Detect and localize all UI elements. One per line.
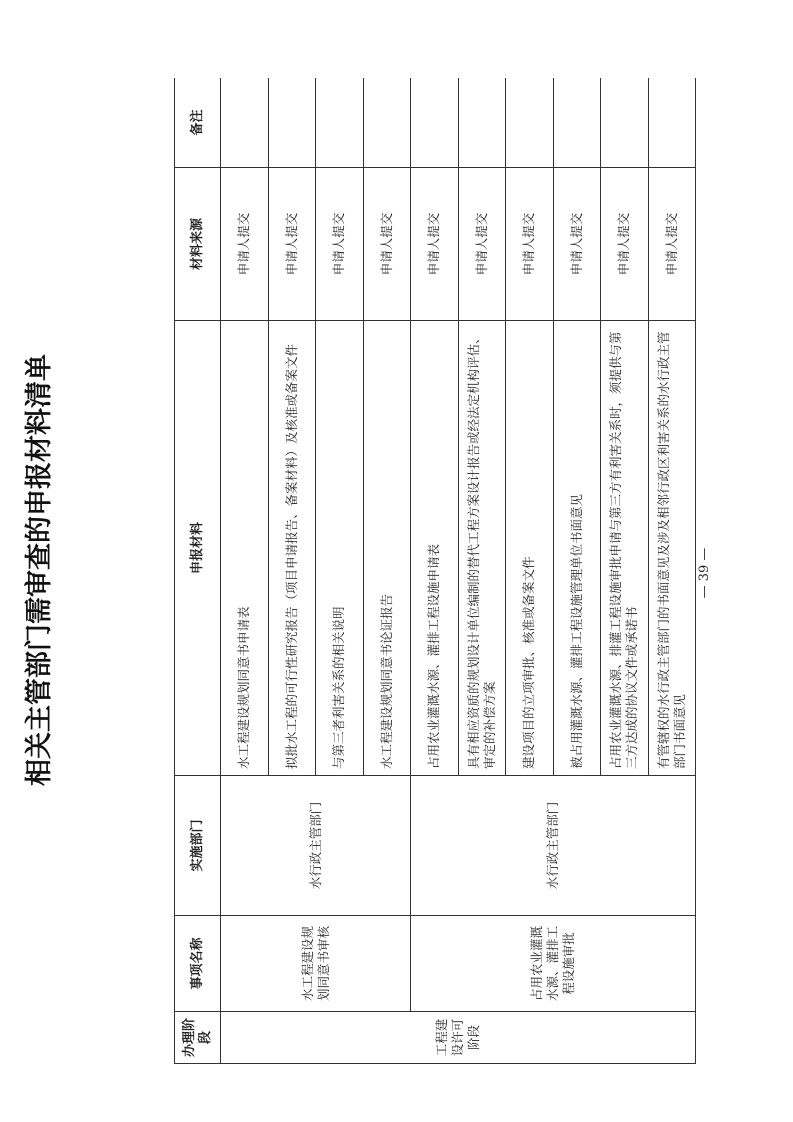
remark-cell <box>316 78 364 168</box>
source-cell: 申请人提交 <box>411 168 459 321</box>
source-cell: 申请人提交 <box>221 168 269 321</box>
header-stage: 办理阶段 <box>175 1012 221 1064</box>
source-cell: 申请人提交 <box>553 168 601 321</box>
source-cell: 申请人提交 <box>506 168 554 321</box>
materials-table <box>174 78 696 1064</box>
remark-cell <box>648 78 696 168</box>
header-material: 申报材料 <box>175 321 221 776</box>
table-row <box>221 78 269 1064</box>
material-cell: 与第三者利害关系的相关说明 <box>316 321 364 776</box>
remark-cell <box>506 78 554 168</box>
remark-cell <box>411 78 459 168</box>
dept-cell: 水行政主管部门 <box>221 776 411 916</box>
remark-cell <box>363 78 411 168</box>
page-number: — 39 — <box>697 547 712 599</box>
source-cell: 申请人提交 <box>601 168 649 321</box>
table-viewport <box>174 78 696 1064</box>
header-remark: 备注 <box>175 78 221 168</box>
header-row <box>175 78 221 1064</box>
material-cell: 占用农业灌溉水源、排灌工程设施审批申请与第三方有利害关系时，须提供与第三方达成的协议文件或承诺书 <box>601 321 649 776</box>
source-cell: 申请人提交 <box>648 168 696 321</box>
source-cell: 申请人提交 <box>268 168 316 321</box>
material-cell: 水工程建设规划同意书论证报告 <box>363 321 411 776</box>
remark-cell <box>553 78 601 168</box>
dept-cell: 水行政主管部门 <box>411 776 696 916</box>
page-title: 相关主管部门需审查的申报材料清单 <box>24 354 55 786</box>
material-cell: 建设项目的立项审批、核准或备案文件 <box>506 321 554 776</box>
table-rotated <box>174 78 696 1064</box>
item-name-cell: 占用农业灌溉水源、灌排工程设施审批 <box>411 916 696 1012</box>
remark-cell <box>221 78 269 168</box>
material-cell: 占用农业灌溉水源、灌排工程设施申请表 <box>411 321 459 776</box>
item-name-cell: 水工程建设规划同意书审核 <box>221 916 411 1012</box>
material-cell: 被占用灌溉水源、灌排工程设施管理单位书面意见 <box>553 321 601 776</box>
material-cell: 有管辖权的水行政主管部门的书面意见及涉及相邻行政区利害关系的水行政主管部门书面意见 <box>648 321 696 776</box>
remark-cell <box>268 78 316 168</box>
material-cell: 拟批水工程的可行性研究报告（项目申请报告、备案材料）及核准或备案文件 <box>268 321 316 776</box>
stage-cell: 工程建设许可阶段 <box>221 1012 696 1064</box>
material-cell: 水工程建设规划同意书申请表 <box>221 321 269 776</box>
header-dept: 实施部门 <box>175 776 221 916</box>
source-cell: 申请人提交 <box>458 168 506 321</box>
source-cell: 申请人提交 <box>363 168 411 321</box>
remark-cell <box>458 78 506 168</box>
header-item: 事项名称 <box>175 916 221 1012</box>
table-row <box>411 78 459 1064</box>
header-source: 材料来源 <box>175 168 221 321</box>
material-cell: 具有相应资质的规划设计单位编制的替代工程方案设计报告或经法定机构评估、审定的补偿方案 <box>458 321 506 776</box>
remark-cell <box>601 78 649 168</box>
source-cell: 申请人提交 <box>316 168 364 321</box>
